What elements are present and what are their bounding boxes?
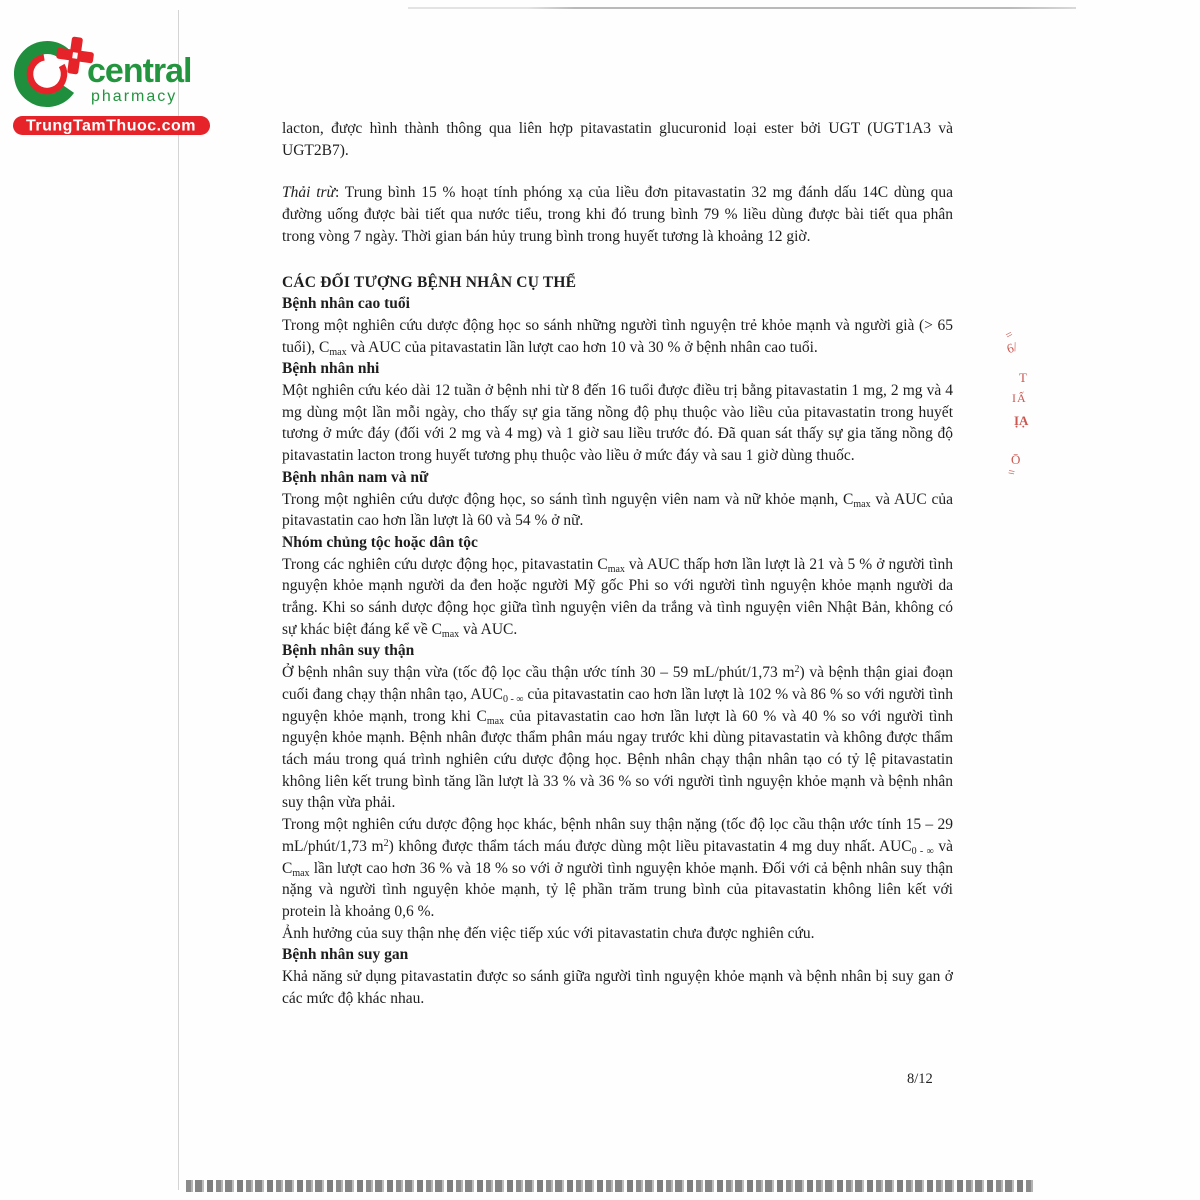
paragraph: Khả năng sử dụng pitavastatin được so sánh giữa người tình nguyện khỏe mạnh và bệnh nhân bị suy gan ở các mức độ khác nhau. xyxy=(282,968,953,1007)
document-body xyxy=(282,118,953,1009)
central-pharmacy-icon xyxy=(8,28,214,140)
paragraph: Thải trừ: Trung bình 15 % hoạt tính phóng xạ của liều đơn pitavastatin 32 mg đánh dấu 14C dùng qua đường uống được bài tiết qua nước tiểu, trong khi đó trung bình 79 % liều dùng được bài tiết qua phân trong vòng 7 ngày. Thời gian bán hủy trung bình trong huyết tương là khoảng 12 giờ. xyxy=(282,184,953,245)
paragraph: Một nghiên cứu kéo dài 12 tuần ở bệnh nhi từ 8 đến 16 tuổi được điều trị bằng pitavastatin 1 mg, 2 mg và 4 mg dùng một lần mỗi ngày, cho thấy sự gia tăng nồng độ phụ thuộc vào liều của pitavastatin trong huyết tương ở mức đáy (đối với 2 mg và 4 mg) và 1 giờ sau liều trước đó. Đã quan sát thấy sự gia tăng nồng độ pitavastatin lacton trong huyết tương phụ thuộc vào liều ở mức đáy và sau 1 giờ dùng thuốc. xyxy=(282,382,953,465)
subsection-heading: Bệnh nhân nam và nữ xyxy=(282,468,429,486)
red-stamp-fragment: IẤ xyxy=(1012,391,1027,405)
paragraph: Ảnh hưởng của suy thận nhẹ đến việc tiếp xúc với pitavastatin chưa được nghiên cứu. xyxy=(282,924,815,942)
subsection-heading: Bệnh nhân suy gan xyxy=(282,946,409,964)
paragraph: Ở bệnh nhân suy thận vừa (tốc độ lọc cầu thận ước tính 30 – 59 mL/phút/1,73 $m^2$) và bệnh thận giai đoạn cuối đang chạy thận nhân tạo, $AUC_{0 - \infty}$ của pitavastatin cao hơn lần lượt là 102 % và 86 % so với người tình nguyện khỏe mạnh, trong khi $C_{max}$ của pitavastatin cao hơn lần lượt là 60 % và 40 % so với người tình nguyện khỏe mạnh. Bệnh nhân được thẩm phân máu ngay trước khi dùng pitavastatin và không được thẩm tách máu trong quá trình nghiên cứu dược động học. Bệnh nhân chạy thận nhân tạo có tỷ lệ pitavastatin không liên kết trung bình tăng lần lượt là 33 % và 36 % so với người tình nguyện khỏe mạnh và bệnh nhân suy thận vừa phải. xyxy=(282,664,953,812)
page-number: 8/12 xyxy=(907,1071,933,1087)
subsection-heading: Bệnh nhân cao tuổi xyxy=(282,295,410,313)
red-stamp-fragment: ỊẠ xyxy=(1014,413,1029,428)
red-stamp-fragment: T xyxy=(1019,370,1027,385)
central-pharmacy-logo xyxy=(8,28,214,140)
red-stamp-fragment: Ō xyxy=(1011,452,1021,467)
logo-brand-text: central xyxy=(87,52,192,90)
logo-site-text: TrungTamThuoc.com xyxy=(26,117,196,135)
page-left-edge-line xyxy=(178,10,179,1190)
paragraph: lacton, được hình thành thông qua liên hợp pitavastatin glucuronid loại ester bởi UGT (UGT1A3 và UGT2B7). xyxy=(282,120,953,159)
red-stamp-fragment: 6/ xyxy=(1004,338,1020,357)
logo-tagline-text: pharmacy xyxy=(91,88,178,105)
paragraph: Trong một nghiên cứu dược động học khác, bệnh nhân suy thận nặng (tốc độ lọc cầu thận ước tính 15 – 29 mL/phút/1,73 $m^2$) không được thẩm tách máu được dùng một liều pitavastatin 4 mg duy nhất. $AUC_{0 - \infty}$ và $C_{max}$ lần lượt cao hơn 36 % và 18 % so với ở người tình nguyện khỏe mạnh. Đối với cả bệnh nhân suy thận nặng và người tình nguyện khỏe mạnh, tỷ lệ phần trăm trung bình của pitavastatin không liên kết với protein là khoảng 0,6 %. xyxy=(282,816,954,920)
red-stamp-fragment: = xyxy=(1006,464,1015,480)
section-heading: CÁC ĐỐI TƯỢNG BỆNH NHÂN CỤ THỂ xyxy=(282,273,577,291)
subsection-heading: Bệnh nhân nhi xyxy=(282,360,380,378)
subsection-heading: Bệnh nhân suy thận xyxy=(282,642,415,660)
logo-red-arc xyxy=(30,57,64,91)
subsection-heading: Nhóm chủng tộc hoặc dân tộc xyxy=(282,533,478,551)
paragraph: Trong các nghiên cứu dược động học, pitavastatin $C_{max}$ và AUC thấp hơn lần lượt là 21 và 5 % ở người tình nguyện khỏe mạnh người da đen hoặc người Mỹ gốc Phi so với người tình nguyện khỏe mạnh người da trắng. Khi so sánh dược động học giữa tình nguyện viên da trắng và tình nguyện viên Nhật Bản, không có sự khác biệt đáng kể về $C_{max}$ và AUC. xyxy=(282,555,953,640)
page-top-edge-line xyxy=(408,7,1076,9)
paragraph: Trong một nghiên cứu dược động học so sánh những người tình nguyện trẻ khỏe mạnh và người già (> 65 tuổi), $C_{max}$ và AUC của pitavastatin lần lượt cao hơn 10 và 30 % ở bệnh nhân cao tuổi. xyxy=(282,316,953,358)
paragraph: Trong một nghiên cứu dược động học, so sánh tình nguyện viên nam và nữ khỏe mạnh, $C_{max}$ và AUC của pitavastatin cao hơn lần lượt là 60 và 54 % ở nữ. xyxy=(282,490,953,530)
red-stamp-fragment: = xyxy=(1002,327,1014,343)
truncated-text-strip xyxy=(186,1180,1034,1192)
